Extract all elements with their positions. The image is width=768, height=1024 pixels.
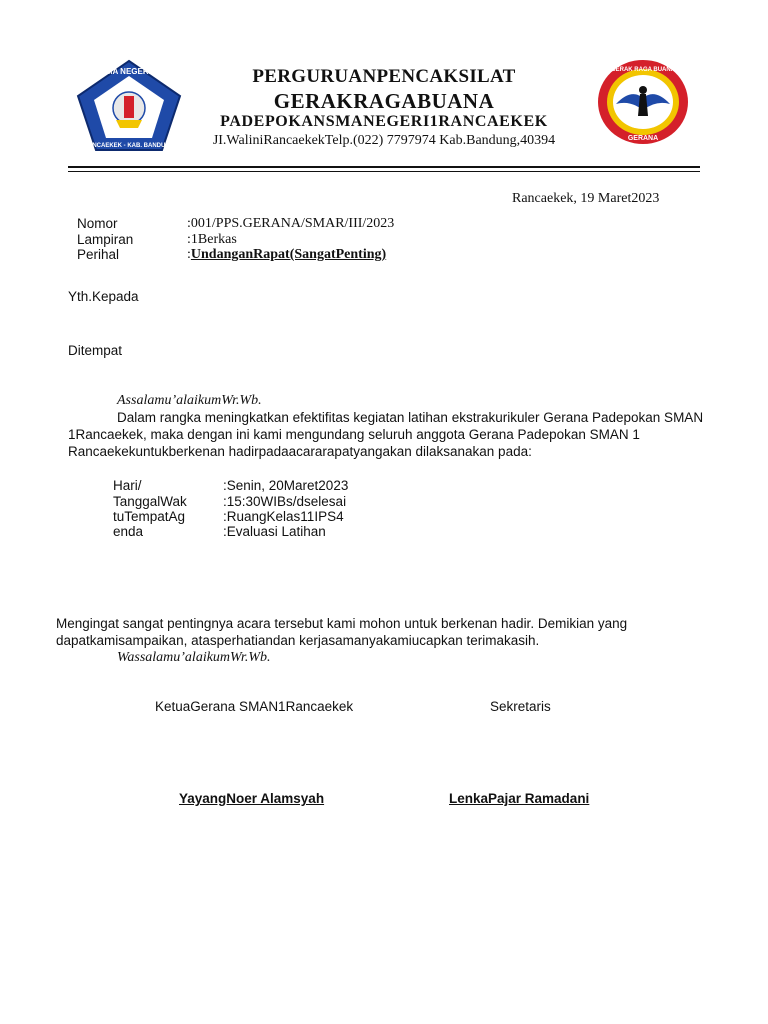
meta-perihal-colon: : — [187, 247, 191, 262]
schedule-value-time: :15:30WIBs/dselesai — [223, 494, 347, 509]
recipient-place: Ditempat — [68, 343, 123, 358]
schedule-value-agenda: :Evaluasi Latihan — [223, 524, 326, 539]
org-name-line3: PADEPOKANSMANEGERI1RANCAEKEK — [220, 113, 548, 130]
schedule-value-day: :Senin, 20Maret2023 — [223, 478, 349, 493]
body-line-2: 1Rancaekek, maka dengan ini kami mengundang seluruh anggota Gerana Padepokan SMAN 1 — [68, 427, 640, 442]
meta-value-nomor: :001/PPS.GERANA/SMAR/III/2023 — [187, 216, 395, 231]
closing-line-1: Mengingat sangat pentingnya acara tersebut kami mohon untuk berkenan hadir. Demikian yang — [56, 616, 628, 631]
meta-label-lampiran: Lampiran — [77, 232, 134, 247]
schedule-value-place: :RuangKelas11IPS4 — [223, 509, 344, 524]
closing-line-2: dapatkamisampaikan, atasperhatiandan kerjasamanyakamiucapkan terimakasih. — [56, 633, 540, 648]
meta-label-perihal: Perihal — [77, 247, 120, 262]
farewell: Wassalamu’alaikumWr.Wb. — [117, 650, 271, 665]
header-divider-thin — [68, 171, 700, 172]
schedule-label-1: Hari/ — [113, 478, 142, 493]
schedule-label-3: tuTempatAg — [113, 509, 186, 524]
sign-right-title: Sekretaris — [490, 699, 551, 714]
schedule-label-2: TanggalWak — [113, 494, 187, 509]
left-logo-bottom-text: RANCAEKEK - KAB. BANDUNG — [83, 143, 175, 149]
greeting: Assalamu’alaikumWr.Wb. — [117, 393, 262, 408]
org-name-line1: PERGURUANPENCAKSILAT — [252, 66, 516, 87]
meta-value-lampiran: :1Berkas — [187, 232, 237, 247]
sign-left-name: YayangNoer Alamsyah — [179, 791, 325, 806]
recipient: Yth.Kepada — [68, 289, 139, 304]
meta-label-nomor: Nomor — [77, 216, 118, 231]
meta-perihal-subject: UndanganRapat(SangatPenting) — [190, 247, 387, 262]
org-address: JI.WaliniRancaekekTelp.(022) 7797974 Kab.Bandung,40394 — [212, 133, 556, 148]
sign-left-title: KetuaGerana SMAN1Rancaekek — [155, 699, 354, 714]
body-line-1: Dalam rangka meningkatkan efektifitas kegiatan latihan ekstrakurikuler Gerana Padepokan SMAN — [117, 410, 704, 425]
right-logo-bottom-text: GERANA — [627, 135, 659, 142]
left-logo-top-text: SMA NEGERI 1 — [100, 67, 158, 76]
header-divider-thick — [68, 166, 700, 168]
schedule-label-4: enda — [113, 524, 144, 539]
body-line-3: Rancaekekuntukberkenan hadirpadaacararapatyangakan dilaksanakan pada: — [68, 444, 532, 459]
org-name-line2: GERAKRAGABUANA — [273, 89, 495, 113]
right-logo-top-text: GERAK RAGA BUANA — [610, 67, 676, 73]
meta-value-perihal — [187, 247, 386, 263]
place-date: Rancaekek, 19 Maret2023 — [512, 191, 660, 206]
sign-right-name: LenkaPajar Ramadani — [449, 791, 590, 806]
